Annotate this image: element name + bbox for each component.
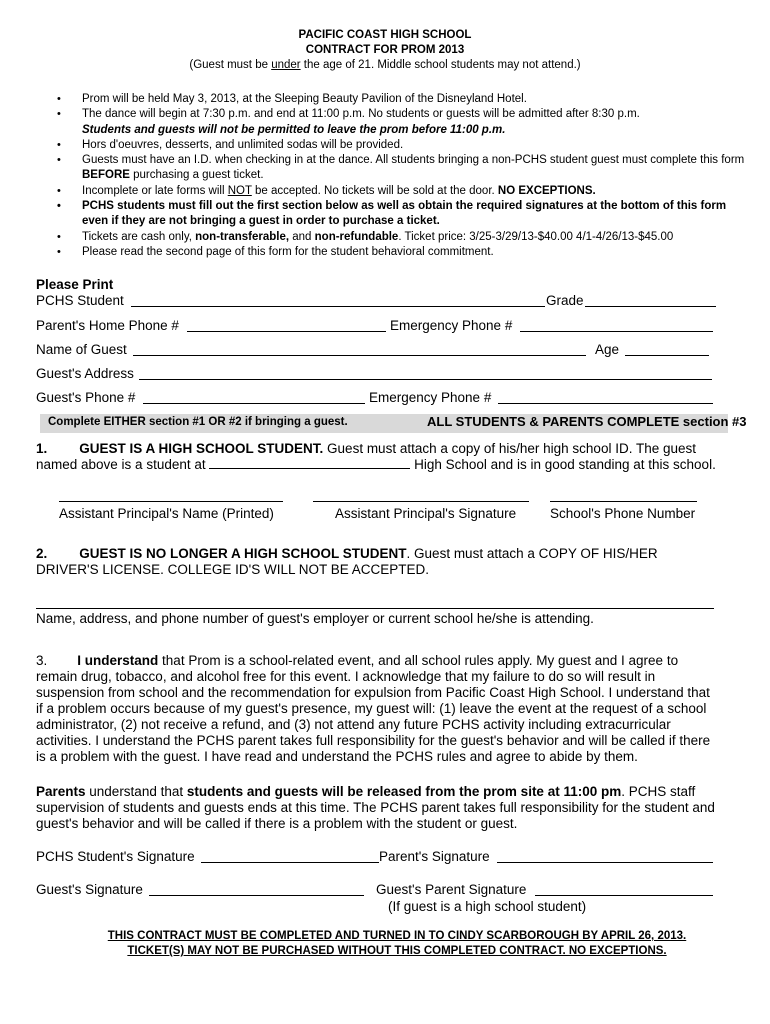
list-item: • Prom will be held May 3, 2013, at the Sleeping Beauty Pavilion of the Disneyland Hotel. bbox=[57, 92, 747, 107]
list-item: • Hors d'oeuvres, desserts, and unlimited sodas will be provided. bbox=[57, 138, 747, 153]
age-label: Age bbox=[595, 342, 620, 357]
guest-name-field[interactable] bbox=[133, 355, 586, 356]
banner-right-text: ALL STUDENTS & PARENTS COMPLETE section #3 bbox=[427, 414, 747, 429]
footer-deadline: THIS CONTRACT MUST BE COMPLETED AND TURNED IN TO CINDY SCARBOROUGH BY APRIL 26, 2013. bbox=[107, 930, 687, 942]
list-item: • PCHS students must fill out the first section below as well as obtain the required signatures at the bottom of this form even if they are not bringing a guest in order to purchase a ticket. bbox=[57, 199, 747, 230]
guest-signature-field[interactable] bbox=[149, 895, 364, 896]
student-signature-label: PCHS Student's Signature bbox=[36, 849, 195, 864]
emergency-phone-2-field[interactable] bbox=[498, 403, 713, 404]
guest-phone-label: Guest's Phone # bbox=[36, 390, 136, 405]
list-item: • The dance will begin at 7:30 p.m. and end at 11:00 p.m. No students or guests will be admitted after 8:30 p.m. Students and guests will not be permitted to leave the prom before 11:00 p.m. bbox=[57, 107, 747, 138]
ap-name-caption: Assistant Principal's Name (Printed) bbox=[59, 506, 274, 521]
employer-info-line[interactable] bbox=[36, 608, 714, 609]
grade-field[interactable] bbox=[585, 306, 716, 307]
age-note: (Guest must be under the age of 21. Middle school students may not attend.) bbox=[189, 59, 581, 71]
ap-signature-line[interactable] bbox=[313, 501, 529, 502]
footer-ticket-notice: TICKET(S) MAY NOT BE PURCHASED WITHOUT THIS COMPLETED CONTRACT. NO EXCEPTIONS. bbox=[127, 945, 667, 957]
emergency-phone-field[interactable] bbox=[520, 331, 713, 332]
guest-address-label: Guest's Address bbox=[36, 366, 134, 381]
school-phone-line[interactable] bbox=[550, 501, 697, 502]
rules-list bbox=[57, 92, 747, 260]
list-item: • Incomplete or late forms will NOT be accepted. No tickets will be sold at the door. NO EXCEPTIONS. bbox=[57, 184, 747, 199]
list-item: • Please read the second page of this form for the student behavioral commitment. bbox=[57, 245, 747, 260]
guest-phone-field[interactable] bbox=[143, 403, 365, 404]
employer-info-caption: Name, address, and phone number of guest's employer or current school he/she is attending. bbox=[36, 611, 594, 626]
list-item: • Guests must have an I.D. when checking in at the dance. All students bringing a non-PCHS student guest must complete this form BEFORE purchasing a guest ticket. bbox=[57, 153, 747, 184]
guest-address-field[interactable] bbox=[139, 379, 712, 380]
guest-name-label: Name of Guest bbox=[36, 342, 127, 357]
banner-left-text: Complete EITHER section #1 OR #2 if bringing a guest. bbox=[48, 416, 348, 428]
section-3-text: 3. I understand that Prom is a school-related event, and all school rules apply. My guest and I agree to remain drug, tobacco, and alcohol free for this event. I acknowledge that my failure to do so will result in suspension from school and the recommendation for expulsion from Pacific Coast High School. I understand that if a problem occurs because of my guest's presence, my guest will: (1) leave the event at the request of a school administrator, (2) not receive a refund, and (3) not attend any future PCHS activity including extracurricular activities. I understand the PCHS parent takes full responsibility for the guest's behavior and will be called if there is a problem with the guest. I have read and understand the PCHS rules and agree to abide by them. bbox=[36, 653, 711, 764]
parents-text: Parents understand that students and guests will be released from the prom site at 11:00 pm. PCHS staff supervision of students and guests ends at this time. The PCHS parent takes full responsibility for the student and guest's behavior and will be called if there is a problem with the student or guest. bbox=[36, 784, 715, 831]
section-1-line-1: 1. GUEST IS A HIGH SCHOOL STUDENT. Guest must attach a copy of his/her high school ID. The guest bbox=[36, 441, 696, 456]
ap-signature-caption: Assistant Principal's Signature bbox=[335, 506, 517, 521]
emergency-phone-label: Emergency Phone # bbox=[390, 318, 513, 333]
emergency-phone-2-label: Emergency Phone # bbox=[369, 390, 492, 405]
school-phone-caption: School's Phone Number bbox=[550, 506, 696, 521]
student-signature-field[interactable] bbox=[201, 862, 379, 863]
pchs-student-field[interactable] bbox=[131, 306, 545, 307]
parent-phone-field[interactable] bbox=[187, 331, 386, 332]
list-item: • Tickets are cash only, non-transferable, and non-refundable. Ticket price: 3/25-3/29/13-$40.00 4/1-4/26/13-$45.00 bbox=[57, 230, 747, 245]
parent-phone-label: Parent's Home Phone # bbox=[36, 318, 179, 333]
grade-label: Grade bbox=[546, 293, 584, 308]
guest-parent-signature-field[interactable] bbox=[535, 895, 713, 896]
guest-parent-signature-label: Guest's Parent Signature bbox=[376, 882, 527, 897]
pchs-student-label: PCHS Student bbox=[36, 293, 124, 308]
school-name-field[interactable] bbox=[209, 459, 410, 469]
parent-signature-label: Parent's Signature bbox=[379, 849, 490, 864]
guest-parent-note: (If guest is a high school student) bbox=[388, 899, 587, 914]
section-2-line-2: DRIVER'S LICENSE. COLLEGE ID'S WILL NOT BE ACCEPTED. bbox=[36, 562, 430, 577]
please-print-heading: Please Print bbox=[36, 277, 114, 292]
section-2-line-1: 2. GUEST IS NO LONGER A HIGH SCHOOL STUDENT. Guest must attach a COPY OF HIS/HER bbox=[36, 546, 658, 561]
ap-name-line[interactable] bbox=[59, 501, 283, 502]
parent-signature-field[interactable] bbox=[497, 862, 713, 863]
guest-signature-label: Guest's Signature bbox=[36, 882, 143, 897]
instructions-banner bbox=[40, 414, 747, 433]
contract-title: CONTRACT FOR PROM 2013 bbox=[305, 44, 465, 56]
school-title: PACIFIC COAST HIGH SCHOOL bbox=[298, 29, 472, 41]
age-field[interactable] bbox=[625, 355, 709, 356]
section-1-line-2: named above is a student at High School and is in good standing at this school. bbox=[36, 457, 716, 472]
